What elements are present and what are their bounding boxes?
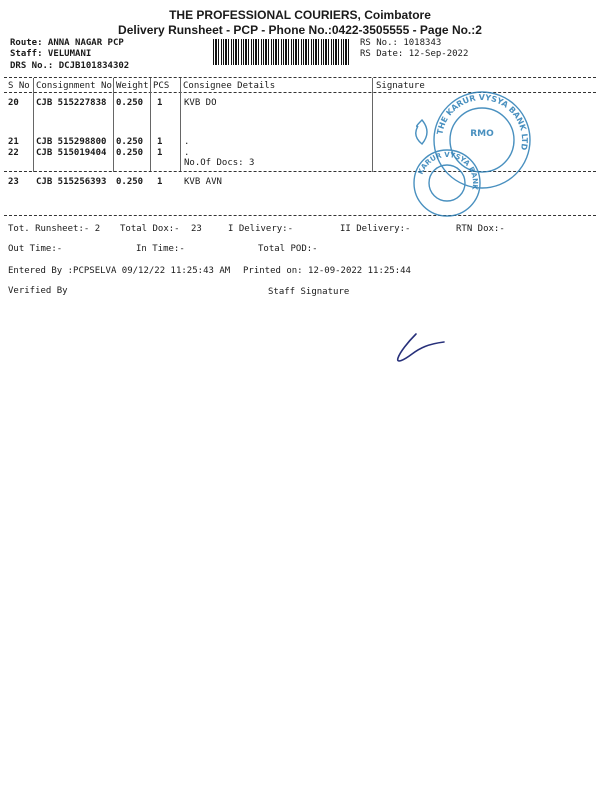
bank-stamp-icon <box>400 88 560 218</box>
total-pod: Total POD:- <box>258 244 318 254</box>
row-sno: 21 <box>8 137 19 147</box>
verified-by: Verified By <box>8 286 68 296</box>
rtn-dox: RTN Dox:- <box>456 224 505 234</box>
ii-delivery: II Delivery:- <box>340 224 411 234</box>
row-pcs: 1 <box>157 177 163 187</box>
column-divider <box>150 78 151 172</box>
header-consignment: Consignment No <box>36 81 112 91</box>
no-of-docs: No.Of Docs: 3 <box>184 158 255 168</box>
header-sno: S No <box>8 81 30 91</box>
row-sno: 20 <box>8 98 19 108</box>
row-weight: 0.250 <box>116 98 144 108</box>
row-sno: 23 <box>8 177 19 187</box>
column-divider <box>180 78 181 172</box>
column-divider <box>113 78 114 172</box>
route-text: Route: ANNA NAGAR PCP <box>10 38 124 48</box>
row-pcs: 1 <box>157 137 163 147</box>
row-details: KVB AVN <box>184 177 222 187</box>
runsheet-title: Delivery Runsheet - PCP - Phone No.:0422-3505555 - Page No.:2 <box>118 23 482 37</box>
stamp-ring-text: KARUR VYSYA BANK <box>416 150 480 191</box>
company-title: THE PROFESSIONAL COURIERS, Coimbatore <box>169 8 431 22</box>
column-divider <box>33 78 34 172</box>
row-weight: 0.250 <box>116 137 144 147</box>
out-time: Out Time:- <box>8 244 63 254</box>
printed-on: Printed on: 12-09-2022 11:25:44 <box>243 266 411 276</box>
header-consignee: Consignee Details <box>183 81 276 91</box>
row-weight: 0.250 <box>116 148 144 158</box>
row-consignment: CJB 515019404 <box>36 148 107 158</box>
row-sno: 22 <box>8 148 19 158</box>
staff-text: Staff: VELUMANI <box>10 49 92 59</box>
row-consignment: CJB 515298800 <box>36 137 107 147</box>
staff-signature-label: Staff Signature <box>268 287 350 297</box>
header-signature: Signature <box>376 81 425 91</box>
header-weight: Weight <box>116 81 149 91</box>
handwritten-signature <box>390 330 460 370</box>
rs-number: RS No.: 1018343 <box>360 38 442 48</box>
row-weight: 0.250 <box>116 177 144 187</box>
tot-runsheet: Tot. Runsheet:- 2 <box>8 224 101 234</box>
row-consignment: CJB 515227838 <box>36 98 107 108</box>
column-divider <box>372 78 373 172</box>
row-consignment: CJB 515256393 <box>36 177 107 187</box>
i-delivery: I Delivery:- <box>228 224 294 234</box>
row-pcs: 1 <box>157 98 163 108</box>
header-pcs: PCS <box>153 81 170 91</box>
row-details: . <box>184 137 190 147</box>
row-details: . <box>184 148 190 158</box>
row-details: KVB DO <box>184 98 217 108</box>
row-pcs: 1 <box>157 148 163 158</box>
drs-number: DRS No.: DCJB101834302 <box>10 61 130 71</box>
total-dox-label: Total Dox:- <box>120 224 180 234</box>
in-time: In Time:- <box>136 244 185 254</box>
rs-date: RS Date: 12-Sep-2022 <box>360 49 469 59</box>
stamp-ring-text: THE KARUR VYSYA BANK LTD <box>435 92 530 151</box>
stamp-center-text: RMO <box>470 129 494 139</box>
table-top-rule <box>4 77 596 78</box>
entered-by: Entered By :PCPSELVA 09/12/22 11:25:43 AM <box>8 266 231 276</box>
total-dox-value: 23 <box>191 224 202 234</box>
barcode <box>213 39 351 65</box>
